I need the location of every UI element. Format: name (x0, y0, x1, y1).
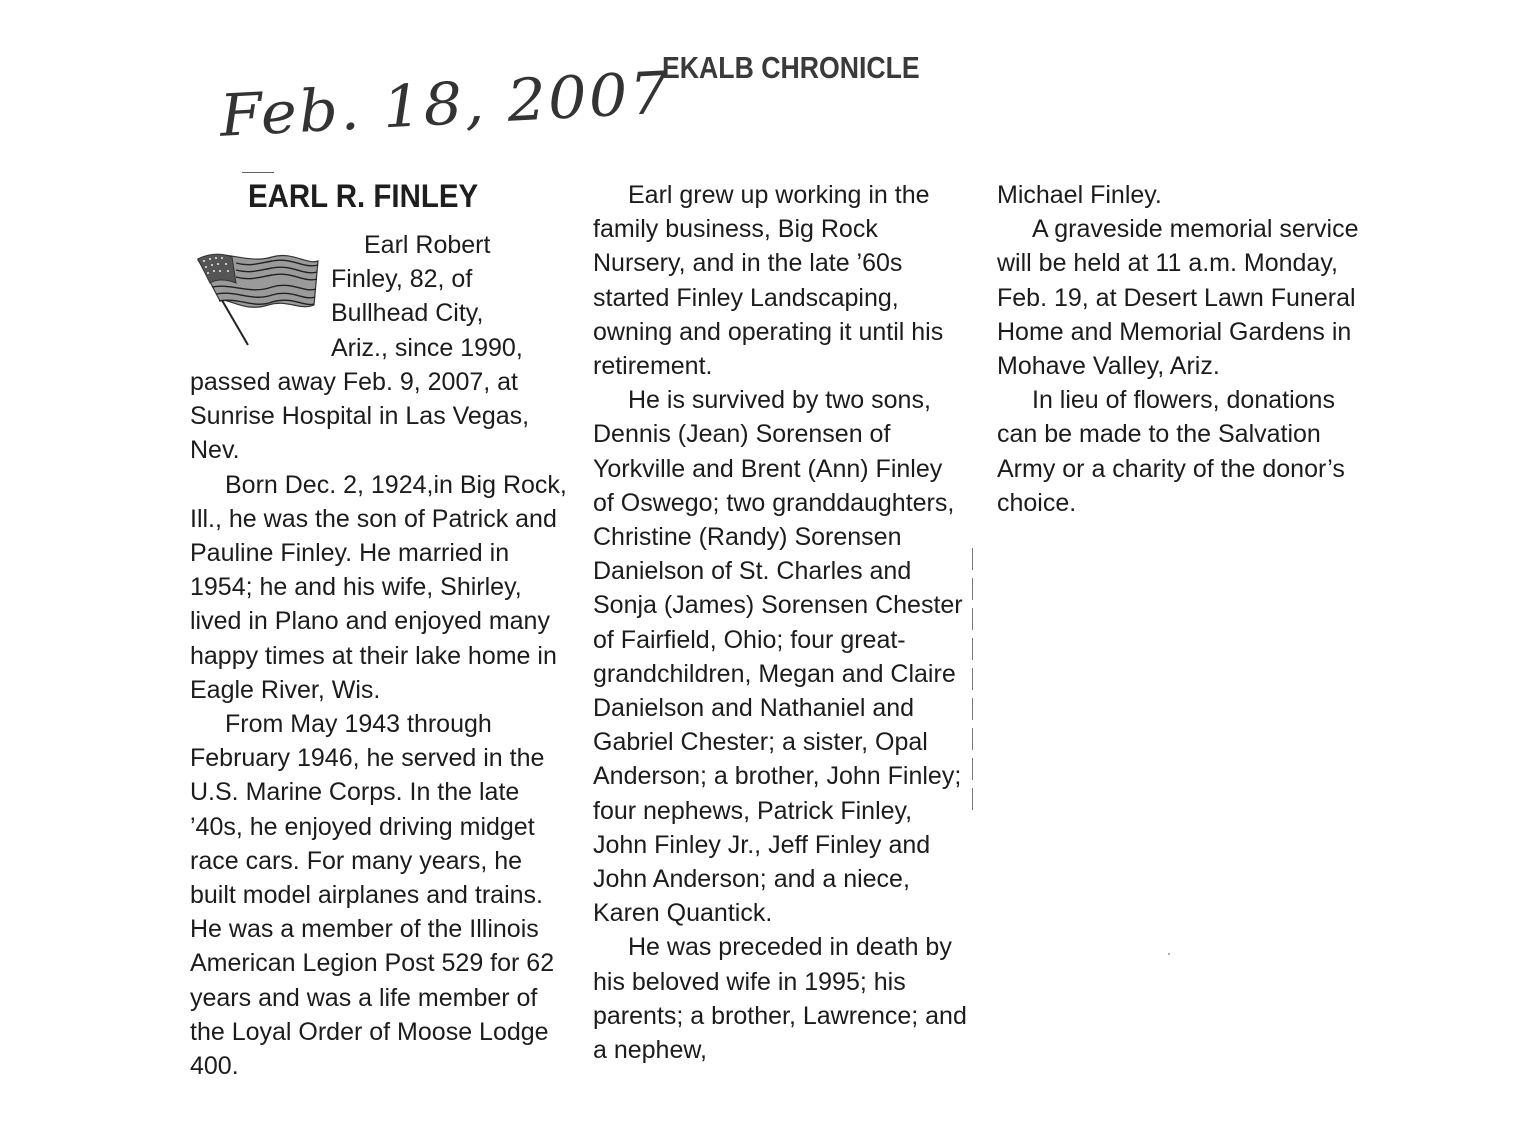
paragraph: Earl grew up working in the family business, Big Rock Nursery, and in the late ’60s started Finley Landscaping, owning and operating it until his retirement. (593, 181, 944, 381)
paragraph: In lieu of flowers, donations can be made to the Salvation Army or a charity of the donor’s choice. (997, 386, 1345, 517)
paragraph: Michael Finley. (997, 181, 1162, 209)
column-2 (593, 178, 968, 1067)
divider (242, 172, 274, 173)
obituary-headline: EARL R. FINLEY (248, 178, 479, 214)
lead-line: Bullhead City, (331, 299, 484, 328)
column-rule (972, 548, 973, 818)
paragraph: A graveside memorial service will be held at 11 a.m. Monday, Feb. 19, at Desert Lawn Funeral Home and Memorial Gardens in Mohave Valley, Ariz. (997, 215, 1359, 381)
lead-line: Finley, 82, of (331, 265, 473, 294)
lead-line: Ariz., since 1990, (331, 333, 523, 362)
paragraph: Born Dec. 2, 1924,in Big Rock, Ill., he was the son of Patrick and Pauline Finley. He married in 1954; he and his wife, Shirley, lived in Plano and enjoyed many happy times at their lake home in Eagle River, Wis. (190, 470, 567, 704)
lead-line: Earl Robert (364, 231, 491, 259)
paragraph: From May 1943 through February 1946, he served in the U.S. Marine Corps. In the late ’40s, he enjoyed driving midget race cars. For many years, he built model airplanes and trains. He was a member of the Illinois American Legion Post 529 for 62 years and was a life member of the Loyal Order of Moose Lodge 400. (190, 710, 555, 1081)
obituary-lead (331, 228, 571, 365)
column-1 (190, 365, 570, 1083)
publication-masthead: EKALB CHRONICLE (662, 50, 920, 85)
handwritten-date: Feb. 18, 2007 (218, 58, 673, 150)
column-3 (997, 178, 1369, 520)
paragraph: passed away Feb. 9, 2007, at Sunrise Hospital in Las Vegas, Nev. (190, 368, 530, 465)
paragraph: He was preceded in death by his beloved wife in 1995; his parents; a brother, Lawrence; and a nephew, (593, 933, 967, 1065)
american-flag-icon (192, 243, 322, 348)
paragraph: He is survived by two sons, Dennis (Jean) Sorensen of Yorkville and Brent (Ann) Finley of Oswego; two granddaughters, Christine (Randy) Sorensen Danielson of St. Charles and Sonja (James) Sorensen Chester of Fairfield, Ohio; four great-grandchildren, Megan and Claire Danielson and Nathaniel and Gabriel Chester; a sister, Opal Anderson; a brother, John Finley; four nephews, Patrick Finley, John Finley Jr., Jeff Finley and John Anderson; and a niece, Karen Quantick. (593, 386, 963, 928)
speck (1168, 953, 1170, 955)
